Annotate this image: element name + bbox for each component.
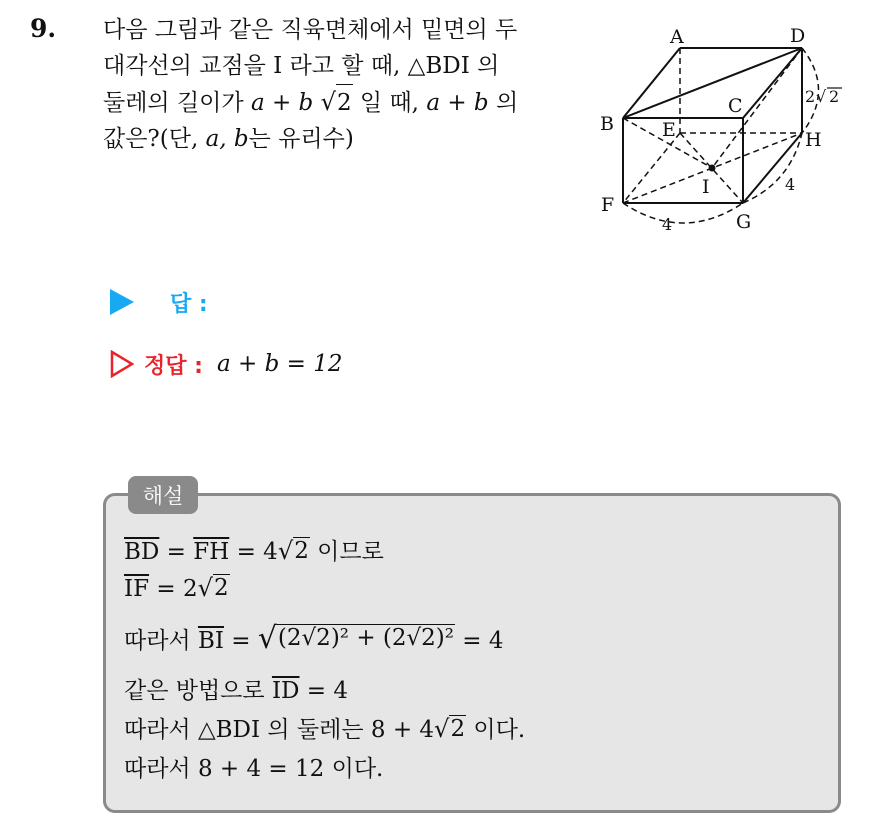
vertex-label-b: B xyxy=(600,113,614,135)
question-line-3-math-b: a + b xyxy=(426,90,489,116)
question-line-3 xyxy=(103,84,573,121)
question-line-3-pre: 둘레의 길이가 xyxy=(103,90,251,116)
question-line-3-math-a: a + b xyxy=(250,90,314,116)
explanation-line-2: $\overline{IF} = 2$ √ 2 xyxy=(124,574,229,602)
dim-fg: 4 xyxy=(662,215,673,234)
vertex-label-c: C xyxy=(728,95,743,117)
dim-height-coef: 2 xyxy=(805,87,816,106)
answer-label: 답 : xyxy=(170,291,208,317)
question-line-4-math: a, b xyxy=(205,126,249,152)
vertex-label-g: G xyxy=(736,211,752,233)
vertex-label-h: H xyxy=(805,129,822,151)
question-line-2: 대각선의 교점을 I 라고 할 때, △BDI 의 xyxy=(103,53,500,79)
vertex-label-f: F xyxy=(601,194,615,216)
question-line-3-sqrt: √ 2 xyxy=(321,84,353,121)
point-i-dot xyxy=(709,165,716,172)
explanation-line-5: 따라서 △BDI 의 둘레는 8 + 4 √ 2 이다. xyxy=(124,715,526,743)
prism-solid-edges xyxy=(623,48,802,203)
question-line-3-end: 의 xyxy=(488,90,519,116)
dim-height-sqrt: 2 xyxy=(829,87,840,106)
explanation-line-4: 같은 방법으로 $\overline{ID} = 4$ xyxy=(124,678,348,704)
dim-height-radical: √ xyxy=(816,87,827,106)
vertex-label-d: D xyxy=(790,25,806,47)
vertex-label-e: E xyxy=(662,119,676,141)
vertex-label-a: A xyxy=(670,26,684,48)
explanation-line-3: 따라서 $\overline{BI}$ = √ (2√2)² + (2√2)² = 4 xyxy=(124,621,504,656)
question-line-4 xyxy=(103,121,573,157)
correct-answer-label: 정답 : xyxy=(144,353,203,379)
vertex-label-i: I xyxy=(702,176,710,198)
question-line-3-post: 일 때, xyxy=(352,90,427,116)
answer-row xyxy=(110,284,208,320)
question-line-4-pre: 값은?(단, xyxy=(103,126,206,152)
play-triangle-icon xyxy=(110,289,134,315)
prism-hidden-edges xyxy=(623,48,819,223)
question-line-4-post: 는 유리수) xyxy=(248,126,354,152)
outline-triangle-icon xyxy=(110,350,134,378)
correct-answer-row xyxy=(110,346,342,382)
prism-figure xyxy=(590,18,880,248)
question-line-1: 다음 그림과 같은 직육면체에서 밑면의 두 xyxy=(103,17,518,43)
dim-gh: 4 xyxy=(785,175,796,194)
question-text xyxy=(103,12,573,157)
explanation-line-1: $\overline{BD} = \overline{FH} = 4$ √ 2 이므로 xyxy=(124,537,384,565)
explanation-tab: 해설 xyxy=(128,476,198,514)
correct-answer-value: a + b = 12 xyxy=(216,351,343,377)
question-number: 9. xyxy=(30,14,57,43)
explanation-line-6: 따라서 8 + 4 = 12 이다. xyxy=(124,756,384,782)
